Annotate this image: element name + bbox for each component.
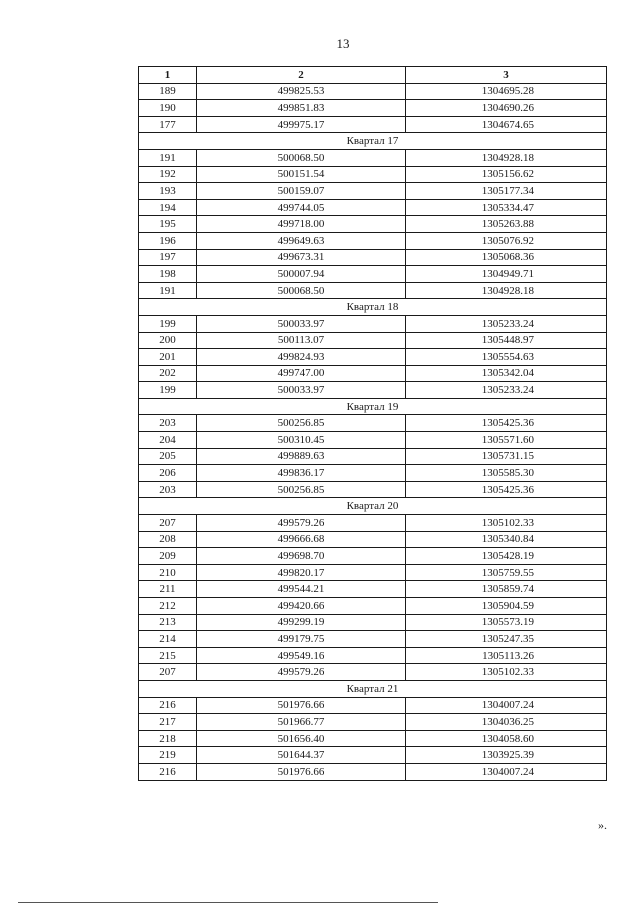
x-coordinate-cell: 499744.05 — [197, 199, 406, 216]
table-row — [139, 166, 607, 183]
x-coordinate-cell: 499420.66 — [197, 598, 406, 615]
y-coordinate-cell: 1304949.71 — [406, 266, 607, 283]
point-number-cell: 211 — [139, 581, 197, 598]
table-row — [139, 548, 607, 565]
y-coordinate-cell: 1304928.18 — [406, 149, 607, 166]
y-coordinate-cell: 1305247.35 — [406, 631, 607, 648]
table-row — [139, 349, 607, 366]
y-coordinate-cell: 1305448.97 — [406, 332, 607, 349]
y-coordinate-cell: 1304007.24 — [406, 697, 607, 714]
table-row — [139, 332, 607, 349]
table-row — [139, 647, 607, 664]
x-coordinate-cell: 500159.07 — [197, 183, 406, 200]
y-coordinate-cell: 1305334.47 — [406, 199, 607, 216]
x-coordinate-cell: 501656.40 — [197, 730, 406, 747]
point-number-cell: 196 — [139, 232, 197, 249]
table-row — [139, 515, 607, 532]
section-title: Квартал 18 — [139, 299, 607, 316]
y-coordinate-cell: 1305156.62 — [406, 166, 607, 183]
x-coordinate-cell: 501976.66 — [197, 763, 406, 780]
x-coordinate-cell: 500033.97 — [197, 315, 406, 332]
point-number-cell: 213 — [139, 614, 197, 631]
point-number-cell: 205 — [139, 448, 197, 465]
point-number-cell: 177 — [139, 116, 197, 133]
y-coordinate-cell: 1304695.28 — [406, 83, 607, 100]
point-number-cell: 209 — [139, 548, 197, 565]
table-row — [139, 365, 607, 382]
y-coordinate-cell: 1305263.88 — [406, 216, 607, 233]
point-number-cell: 191 — [139, 282, 197, 299]
table-body — [139, 83, 607, 780]
x-coordinate-cell: 500113.07 — [197, 332, 406, 349]
table-row — [139, 149, 607, 166]
point-number-cell: 216 — [139, 697, 197, 714]
x-coordinate-cell: 499673.31 — [197, 249, 406, 266]
point-number-cell: 214 — [139, 631, 197, 648]
x-coordinate-cell: 499544.21 — [197, 581, 406, 598]
x-coordinate-cell: 499836.17 — [197, 465, 406, 482]
point-number-cell: 208 — [139, 531, 197, 548]
point-number-cell: 202 — [139, 365, 197, 382]
table-row — [139, 183, 607, 200]
y-coordinate-cell: 1305233.24 — [406, 382, 607, 399]
table-row — [139, 432, 607, 449]
x-coordinate-cell: 499299.19 — [197, 614, 406, 631]
point-number-cell: 203 — [139, 415, 197, 432]
point-number-cell: 207 — [139, 515, 197, 532]
point-number-cell: 191 — [139, 149, 197, 166]
point-number-cell: 199 — [139, 315, 197, 332]
x-coordinate-cell: 499975.17 — [197, 116, 406, 133]
x-coordinate-cell: 499825.53 — [197, 83, 406, 100]
table-row — [139, 581, 607, 598]
column-header: 3 — [406, 67, 607, 84]
x-coordinate-cell: 500310.45 — [197, 432, 406, 449]
section-title: Квартал 19 — [139, 398, 607, 415]
table-row — [139, 697, 607, 714]
y-coordinate-cell: 1305425.36 — [406, 415, 607, 432]
x-coordinate-cell: 500068.50 — [197, 149, 406, 166]
section-title: Квартал 17 — [139, 133, 607, 150]
point-number-cell: 197 — [139, 249, 197, 266]
table-row — [139, 232, 607, 249]
y-coordinate-cell: 1305571.60 — [406, 432, 607, 449]
x-coordinate-cell: 501966.77 — [197, 714, 406, 731]
y-coordinate-cell: 1305342.04 — [406, 365, 607, 382]
table-row — [139, 481, 607, 498]
x-coordinate-cell: 501976.66 — [197, 697, 406, 714]
x-coordinate-cell: 499579.26 — [197, 664, 406, 681]
section-header-row — [139, 299, 607, 316]
y-coordinate-cell: 1305177.34 — [406, 183, 607, 200]
y-coordinate-cell: 1305731.15 — [406, 448, 607, 465]
point-number-cell: 203 — [139, 481, 197, 498]
x-coordinate-cell: 501644.37 — [197, 747, 406, 764]
point-number-cell: 216 — [139, 763, 197, 780]
closing-quote: ». — [598, 818, 607, 832]
y-coordinate-cell: 1304058.60 — [406, 730, 607, 747]
x-coordinate-cell: 500151.54 — [197, 166, 406, 183]
y-coordinate-cell: 1305068.36 — [406, 249, 607, 266]
x-coordinate-cell: 500068.50 — [197, 282, 406, 299]
point-number-cell: 194 — [139, 199, 197, 216]
x-coordinate-cell: 499649.63 — [197, 232, 406, 249]
table-row — [139, 266, 607, 283]
y-coordinate-cell: 1305102.33 — [406, 664, 607, 681]
table-row — [139, 763, 607, 780]
point-number-cell: 198 — [139, 266, 197, 283]
y-coordinate-cell: 1304007.24 — [406, 763, 607, 780]
x-coordinate-cell: 499718.00 — [197, 216, 406, 233]
point-number-cell: 193 — [139, 183, 197, 200]
x-coordinate-cell: 500033.97 — [197, 382, 406, 399]
y-coordinate-cell: 1305076.92 — [406, 232, 607, 249]
point-number-cell: 199 — [139, 382, 197, 399]
point-number-cell: 218 — [139, 730, 197, 747]
y-coordinate-cell: 1305554.63 — [406, 349, 607, 366]
table-header-row — [139, 67, 607, 84]
table-row — [139, 531, 607, 548]
point-number-cell: 206 — [139, 465, 197, 482]
y-coordinate-cell: 1305340.84 — [406, 531, 607, 548]
section-header-row — [139, 498, 607, 515]
x-coordinate-cell: 499179.75 — [197, 631, 406, 648]
page-number: 13 — [336, 36, 350, 51]
point-number-cell: 192 — [139, 166, 197, 183]
y-coordinate-cell: 1305428.19 — [406, 548, 607, 565]
table-row — [139, 664, 607, 681]
x-coordinate-cell: 499698.70 — [197, 548, 406, 565]
y-coordinate-cell: 1305425.36 — [406, 481, 607, 498]
table-row — [139, 730, 607, 747]
column-header: 2 — [197, 67, 406, 84]
point-number-cell: 207 — [139, 664, 197, 681]
y-coordinate-cell: 1304036.25 — [406, 714, 607, 731]
y-coordinate-cell: 1305573.19 — [406, 614, 607, 631]
x-coordinate-cell: 500007.94 — [197, 266, 406, 283]
point-number-cell: 210 — [139, 564, 197, 581]
table-row — [139, 315, 607, 332]
y-coordinate-cell: 1305904.59 — [406, 598, 607, 615]
y-coordinate-cell: 1305113.26 — [406, 647, 607, 664]
table-row — [139, 598, 607, 615]
point-number-cell: 219 — [139, 747, 197, 764]
point-number-cell: 200 — [139, 332, 197, 349]
table-row — [139, 249, 607, 266]
x-coordinate-cell: 499824.93 — [197, 349, 406, 366]
x-coordinate-cell: 499579.26 — [197, 515, 406, 532]
table-row — [139, 714, 607, 731]
table-row — [139, 631, 607, 648]
y-coordinate-cell: 1304674.65 — [406, 116, 607, 133]
y-coordinate-cell: 1305759.55 — [406, 564, 607, 581]
section-header-row — [139, 398, 607, 415]
y-coordinate-cell: 1303925.39 — [406, 747, 607, 764]
table-row — [139, 448, 607, 465]
point-number-cell: 190 — [139, 100, 197, 117]
table-row — [139, 382, 607, 399]
point-number-cell: 201 — [139, 349, 197, 366]
x-coordinate-cell: 500256.85 — [197, 415, 406, 432]
x-coordinate-cell: 499549.16 — [197, 647, 406, 664]
table-row — [139, 83, 607, 100]
table-row — [139, 564, 607, 581]
x-coordinate-cell: 499820.17 — [197, 564, 406, 581]
point-number-cell: 217 — [139, 714, 197, 731]
y-coordinate-cell: 1305859.74 — [406, 581, 607, 598]
point-number-cell: 212 — [139, 598, 197, 615]
table-row — [139, 465, 607, 482]
table-row — [139, 415, 607, 432]
section-title: Квартал 20 — [139, 498, 607, 515]
point-number-cell: 195 — [139, 216, 197, 233]
footer-divider — [18, 902, 438, 903]
x-coordinate-cell: 499851.83 — [197, 100, 406, 117]
coordinates-table — [138, 66, 607, 781]
point-number-cell: 215 — [139, 647, 197, 664]
table-row — [139, 199, 607, 216]
point-number-cell: 189 — [139, 83, 197, 100]
y-coordinate-cell: 1305233.24 — [406, 315, 607, 332]
section-header-row — [139, 133, 607, 150]
point-number-cell: 204 — [139, 432, 197, 449]
section-title: Квартал 21 — [139, 680, 607, 697]
table-row — [139, 100, 607, 117]
x-coordinate-cell: 499747.00 — [197, 365, 406, 382]
x-coordinate-cell: 499889.63 — [197, 448, 406, 465]
column-header: 1 — [139, 67, 197, 84]
table-row — [139, 216, 607, 233]
y-coordinate-cell: 1305102.33 — [406, 515, 607, 532]
section-header-row — [139, 680, 607, 697]
y-coordinate-cell: 1304928.18 — [406, 282, 607, 299]
table-row — [139, 282, 607, 299]
x-coordinate-cell: 499666.68 — [197, 531, 406, 548]
table-row — [139, 614, 607, 631]
y-coordinate-cell: 1304690.26 — [406, 100, 607, 117]
table-row — [139, 116, 607, 133]
table-row — [139, 747, 607, 764]
y-coordinate-cell: 1305585.30 — [406, 465, 607, 482]
x-coordinate-cell: 500256.85 — [197, 481, 406, 498]
